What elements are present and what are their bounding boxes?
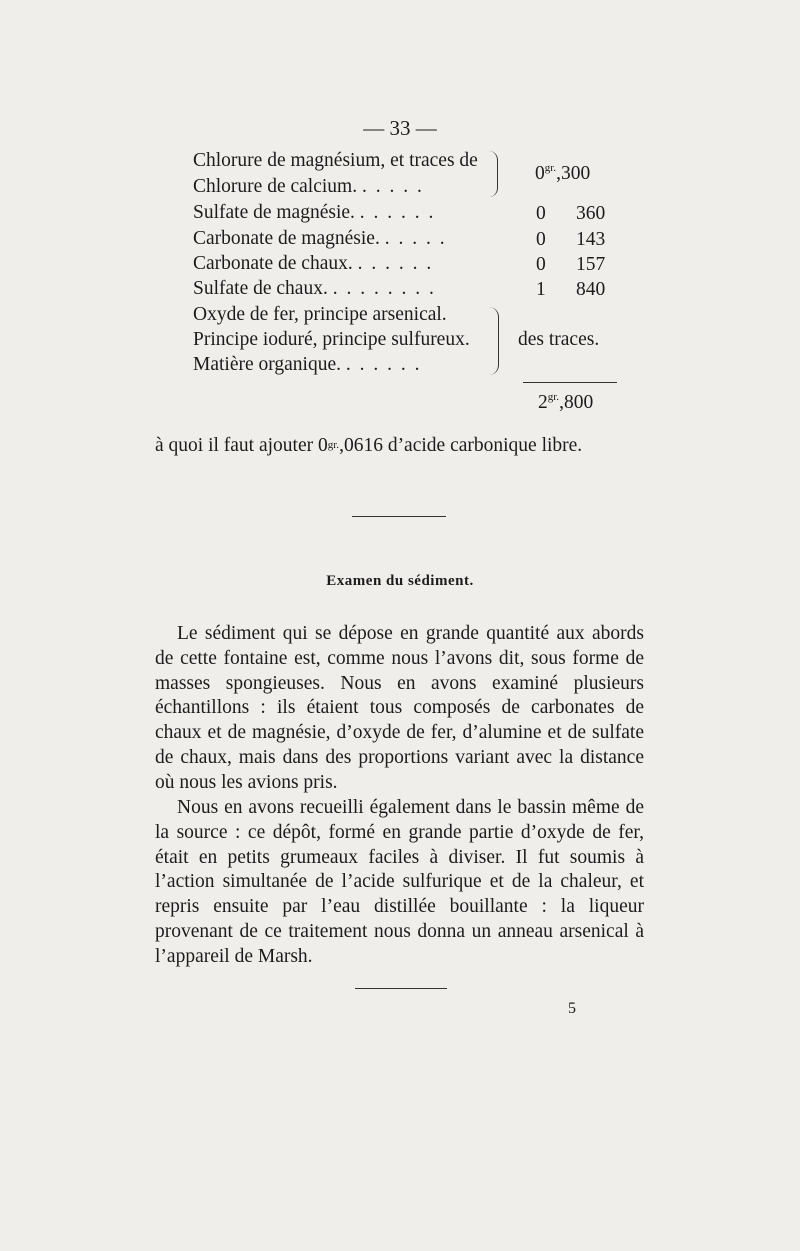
leader-dots: . . . . . . [359, 202, 436, 223]
brace [489, 307, 499, 375]
signature-mark: 5 [568, 1000, 576, 1017]
table-row [193, 328, 470, 352]
end-divider [355, 988, 447, 989]
row-label: Carbonate de chaux [193, 253, 348, 274]
table-row: Sulfate de chaux. . . . . . . . . [193, 278, 436, 299]
row-label: Sulfate de magnésie [193, 202, 351, 223]
total-rule [523, 382, 617, 383]
row-label: Sulfate de chaux [193, 278, 323, 299]
leader-dots: . . . . . . [357, 253, 434, 274]
section-heading: Examen du sédiment. [326, 573, 474, 589]
table-row [193, 303, 447, 327]
table-row: Matière organique. . . . . . . [193, 354, 422, 375]
leader-dots: . . . . . [384, 228, 447, 249]
group-value: des traces. [518, 329, 600, 350]
addendum-line: à quoi il faut ajouter $0^{gr.},0616$ d’acide carbonique libre. [155, 435, 583, 456]
row-label: Chlorure de magnésium, et traces de [193, 150, 478, 171]
table-row: Sulfate de magnésie. . . . . . . [193, 202, 436, 223]
page-number: — 33 — [363, 116, 437, 140]
brace [489, 151, 498, 197]
value-row: 0 157 [536, 254, 606, 275]
row-label: Principe ioduré, principe sulfureux. [193, 329, 470, 350]
section-divider [352, 516, 446, 517]
row-label: Carbonate de magnésie [193, 228, 375, 249]
total-value: $2^{gr.},800$ [538, 391, 594, 413]
paragraph: Nous en avons recueilli également dans le bassin même de la source : ce dépôt, formé en grande partie d’oxyde de fer, était en petits grumeaux faciles à diviser. Il fut soumis à l’action simultanée de l’acide sulfurique et de la chaleur, et repris ensuite par l’eau distillée bouillante : la liqueur provenant de ce traitement nous donna un anneau arsenical à l’appareil de Marsh. [155, 797, 644, 967]
group-value: $0^{gr.},300$ [535, 162, 591, 184]
value-row: 1 840 [536, 279, 606, 300]
row-label: Matière organique [193, 354, 337, 375]
paragraph: Le sédiment qui se dépose en grande quantité aux abords de cette fontaine est, comme nous l’avons dit, sous forme de masses spongieuses. Nous en avons examiné plusieurs échantillons : ils étaient tous composés de carbonates de chaux et de magnésie, d’oxyde de fer, d’alumine et de sulfate de chaux, mais dans des proportions variant avec la distance où nous les avions pris. [155, 623, 644, 793]
leader-dots: . . . . . . [345, 354, 422, 375]
table-row: Carbonate de chaux. . . . . . . [193, 253, 434, 274]
leader-dots: . . . . . . . . [332, 278, 436, 299]
row-label: Chlorure de calcium [193, 176, 353, 197]
value-row: 0 143 [536, 229, 606, 250]
leader-dots: . . . . . [361, 176, 424, 197]
table-row: Carbonate de magnésie. . . . . . [193, 228, 447, 249]
table-row [193, 149, 478, 173]
table-row: Chlorure de calcium. . . . . . [193, 176, 424, 197]
value-row: 0 360 [536, 203, 606, 224]
row-label: Oxyde de fer, principe arsenical. [193, 304, 447, 325]
